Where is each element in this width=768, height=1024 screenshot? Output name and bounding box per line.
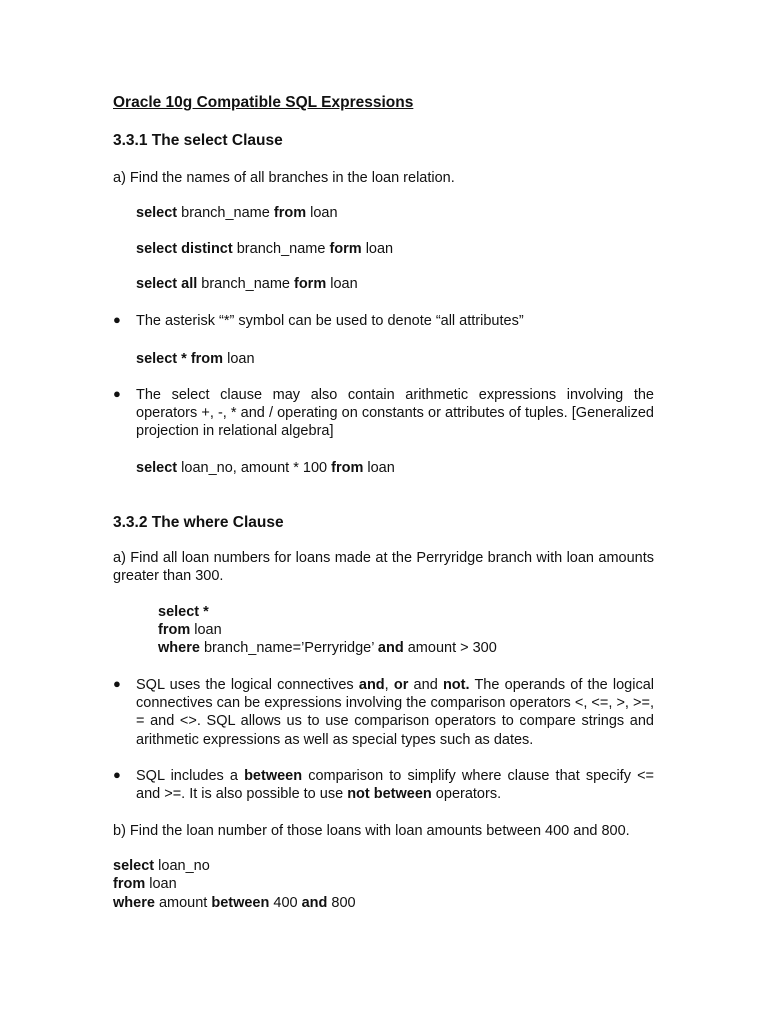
bullet-icon: ● [113, 312, 121, 327]
sql-keyword: from [190, 351, 224, 367]
para-text: and [408, 677, 443, 693]
sql-query-1 [136, 204, 338, 222]
sql-keyword: select [136, 460, 178, 476]
sql-query-where-line-2 [158, 621, 222, 639]
sql-text: branch_name [197, 276, 294, 292]
sql-keyword: select * [136, 351, 187, 367]
sql-keyword: select all [136, 276, 198, 292]
item-a-where: a) Find all loan numbers for loans made at the Perryridge branch with loan amounts greater than 300. [113, 550, 654, 585]
item-b-where: b) Find the loan number of those loans with loan amounts between 400 and 800. [113, 823, 630, 839]
sql-text: 800 [327, 895, 356, 911]
para-text: SQL includes a [136, 768, 245, 784]
sql-text: 400 [269, 895, 302, 911]
sql-text: loan [145, 876, 177, 892]
sql-query-2 [136, 240, 393, 258]
sql-text: loan [190, 622, 222, 638]
para-text: operators. [431, 786, 502, 803]
sql-keyword: from [331, 460, 364, 476]
sql-text: branch_name [177, 205, 274, 221]
sql-keyword: from [113, 876, 146, 892]
sql-query-between-line-3 [113, 894, 356, 912]
sql-query-where-line-1 [158, 603, 209, 621]
bullet-icon: ● [113, 676, 121, 691]
sql-text: amount > 300 [403, 640, 497, 656]
sql-text: branch_name=’Perryridge’ [199, 640, 378, 656]
sql-keyword: where [158, 640, 200, 656]
bullet-icon: ● [113, 386, 121, 401]
para-keyword: not. [442, 677, 470, 693]
sql-text: loan_no, amount * 100 [177, 460, 332, 476]
para-text: , [384, 677, 394, 693]
sql-text: loan [363, 460, 395, 476]
sql-text: amount [154, 895, 212, 911]
bullet-between [136, 767, 654, 803]
sql-keyword: between [211, 895, 270, 911]
sql-text: loan [326, 276, 358, 292]
sql-text: loan [306, 205, 338, 221]
sql-keyword: and [301, 895, 328, 911]
sql-keyword: from [273, 205, 307, 221]
sql-query-3 [136, 275, 358, 293]
section-heading-where: 3.3.2 The where Clause [113, 514, 284, 531]
sql-text: loan [361, 241, 394, 257]
para-keyword: or [393, 677, 409, 693]
sql-text: branch_name [232, 241, 330, 257]
sql-keyword: from [158, 622, 191, 638]
section-heading-select: 3.3.1 The select Clause [113, 132, 283, 149]
bullet-arithmetic: The select clause may also contain arithmetic expressions involving the operators +, -, * and / operating on constants or attributes of tuples. [Generalized projection in relational algebra] [136, 387, 654, 440]
para-text: SQL uses the logical connectives [136, 677, 359, 693]
sql-keyword: select [113, 858, 155, 874]
sql-text: loan_no [154, 858, 210, 874]
sql-keyword: select [136, 205, 178, 221]
sql-query-between-line-1 [113, 857, 210, 875]
para-keyword: between [244, 768, 303, 784]
sql-keyword: form [294, 276, 327, 292]
document-title: Oracle 10g Compatible SQL Expressions [113, 94, 414, 111]
sql-keyword: select distinct [136, 241, 233, 257]
para-keyword: not between [347, 786, 432, 803]
sql-keyword: and [377, 640, 404, 656]
sql-query-between-line-2 [113, 875, 177, 893]
bullet-logical-connectives [136, 676, 654, 749]
bullet-asterisk: The asterisk “*” symbol can be used to denote “all attributes” [136, 313, 524, 329]
para-text: comparison to simplify where clause that specify <= and >=. It is also possible to use [136, 768, 655, 803]
sql-text: loan [223, 351, 255, 367]
sql-query-4 [136, 350, 255, 368]
item-a-select: a) Find the names of all branches in the loan relation. [113, 170, 455, 186]
sql-query-where-line-3 [158, 639, 497, 657]
sql-query-5 [136, 459, 395, 477]
para-text: The operands of the logical connectives can be expressions involving the comparison operators <, <=, >, >=, = and <>. SQL allows us to use comparison operators to compare strings and arithmetic expressions as well as special types such as dates. [136, 677, 655, 748]
sql-keyword: select * [158, 604, 209, 620]
bullet-icon: ● [113, 767, 121, 782]
sql-keyword: form [329, 241, 362, 257]
para-keyword: and [358, 677, 385, 693]
sql-keyword: where [113, 895, 155, 911]
